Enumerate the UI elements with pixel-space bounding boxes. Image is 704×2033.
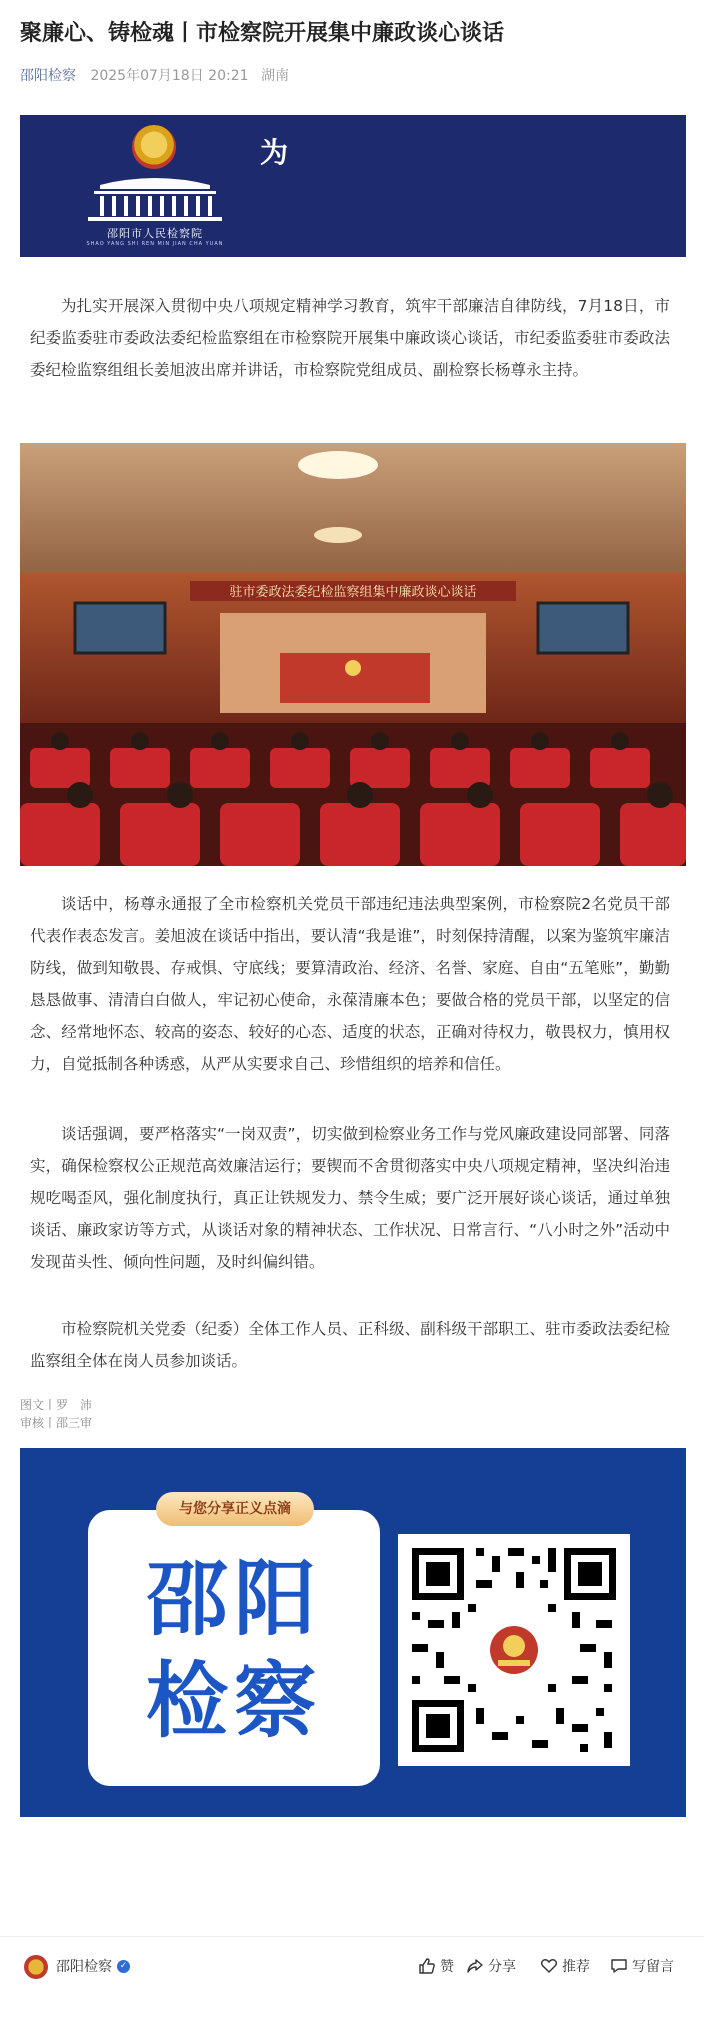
screen-banner-text: 驻市委政法委纪检监察组集中廉政谈心谈话 xyxy=(229,585,477,600)
paragraph-talk: 谈话中，杨尊永通报了全市检察机关党员干部违纪违法典型案例，市检察院2名党员干部代表作表态发言。姜旭波在谈话中指出，要认清“我是谁”，时刻保持清醒，以案为鉴筑牢廉洁防线，做到知敬畏、存戒惧、守底线；要算清政治、经济、名誉、家庭、自由“五笔账”，勤勤恳恳做事、清清白白做人，牢记初心使命，永葆清廉本色；要做合格的党员干部，以坚定的信念、经常地怀态、较高的姿态、较好的心态、适度的状态，正确对待权力，敬畏权力，慎用权力，自觉抵制各种诱惑，从严从实要求自己、珍惜组织的培养和信任。 xyxy=(30,895,670,1073)
verified-icon: ✓ xyxy=(117,1960,130,1973)
org-name: 邵阳市人民检察院 xyxy=(107,227,203,240)
follow-qr-banner xyxy=(20,1448,686,1817)
meeting-photo xyxy=(20,443,686,866)
account-name[interactable]: 邵阳检察 xyxy=(56,1959,112,1975)
like-label: 赞 xyxy=(440,1959,454,1975)
credit-text-photo: 图文丨罗 沛 xyxy=(20,1398,93,1412)
paragraph-attendees: 市检察院机关党委（纪委）全体工作人员、正科级、副科级干部职工、驻市委政法委纪检监察组全体在岗人员参加谈话。 xyxy=(30,1320,670,1370)
publish-location: 湖南 xyxy=(260,68,289,84)
org-pinyin: SHAO YANG SHI REN MIN JIAN CHA YUAN xyxy=(86,241,224,247)
recommend-label: 推荐 xyxy=(562,1959,590,1975)
procuratorate-building-icon xyxy=(80,175,230,223)
comment-label: 写留言 xyxy=(632,1959,674,1975)
paragraph-emphasis: 谈话强调，要严格落实“一岗双责”，切实做到检察业务工作与党风廉政建设同部署、同落实，确保检察权公正规范高效廉洁运行；要锲而不舍贯彻落实中央八项规定精神，坚决纠治违规吃喝歪风，强化制度执行，真正让铁规发力、禁令生威；要广泛开展好谈心谈话，通过单独谈话、廉政家访等方式，从谈话对象的精神状态、工作状况、日常言行、“八小时之外”活动中发现苗头性、倾向性问题，及时纠偏纠错。 xyxy=(30,1125,670,1271)
article-meta xyxy=(20,66,289,86)
qr-code-icon[interactable] xyxy=(398,1534,630,1766)
meeting-hall-illustration xyxy=(20,443,686,866)
comment-icon xyxy=(610,1957,628,1975)
brand-line-2: 检察 xyxy=(145,1654,322,1749)
comment-button[interactable] xyxy=(610,1954,674,1978)
publish-date: 2025年07月18日 20:21 xyxy=(90,68,249,84)
bottom-action-bar xyxy=(0,1936,704,1996)
share-arrow-icon xyxy=(466,1957,484,1975)
thumbs-up-icon xyxy=(418,1957,436,1975)
share-button[interactable] xyxy=(466,1954,516,1978)
like-button[interactable] xyxy=(418,1954,454,1978)
recommend-button[interactable] xyxy=(540,1954,590,1978)
heart-icon xyxy=(540,1957,558,1975)
paragraph-intro: 为扎实开展深入贯彻中央八项规定精神学习教育，筑牢干部廉洁自律防线，7月18日，市纪委监委驻市委政法委纪检监察组在市检察院开展集中廉政谈心谈话，市纪委监委驻市委政法委纪检监察组组长姜旭波出席并讲话，市检察院党组成员、副检察长杨尊永主持。 xyxy=(30,297,670,379)
credit-review: 审核丨邵三审 xyxy=(20,1416,93,1430)
banner-headline: 为 xyxy=(260,136,289,169)
article-title: 聚廉心、铸检魂丨市检察院开展集中廉政谈心谈话 xyxy=(20,21,505,46)
brand-line-1: 邵阳 xyxy=(145,1552,322,1647)
share-label: 分享 xyxy=(488,1959,516,1975)
header-banner-image xyxy=(20,115,686,257)
account-link[interactable]: 邵阳检察 xyxy=(20,68,76,84)
account-avatar[interactable] xyxy=(24,1955,48,1979)
share-ribbon: 与您分享正义点滴 xyxy=(156,1492,314,1526)
national-emblem-icon xyxy=(132,125,176,169)
